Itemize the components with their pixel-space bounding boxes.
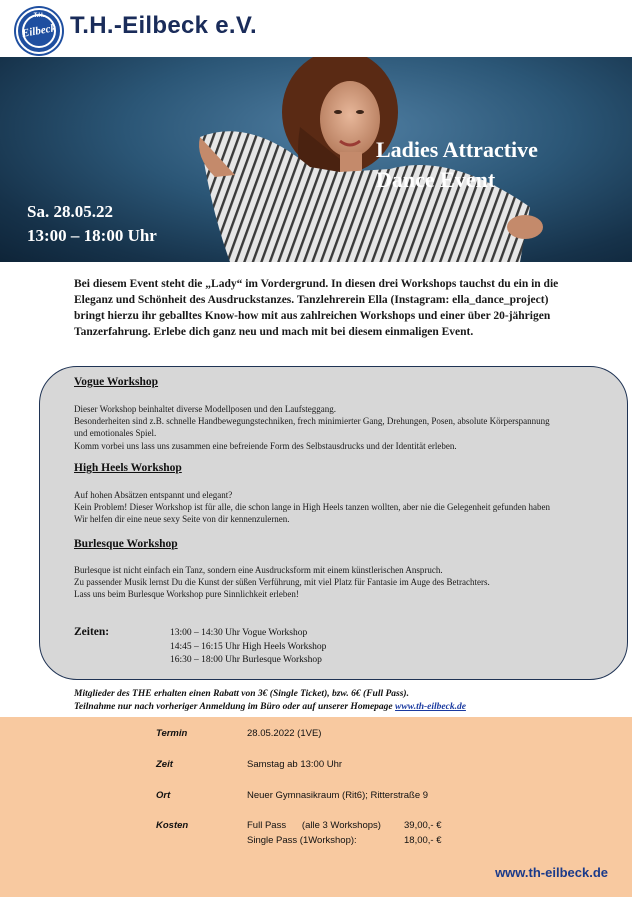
single-pass-price: 18,00,- € [404, 835, 442, 846]
club-name: T.H.-Eilbeck e.V. [70, 12, 257, 39]
zeit-value: Samstag ab 13:00 Uhr [247, 759, 343, 770]
workshop-title-vogue: Vogue Workshop [74, 376, 159, 388]
event-date: Sa. 28.05.22 [27, 202, 113, 221]
zeiten-item: 13:00 – 14:30 Uhr Vogue Workshop [170, 628, 308, 638]
event-title-line2: Dance Event [376, 167, 496, 192]
workshop-line: Komm vorbei uns lass uns zusammen eine befreiende Form des Selbstausdrucks und der Identität erleben. [74, 440, 457, 451]
event-title-line1: Ladies Attractive [376, 137, 538, 162]
event-time: 13:00 – 18:00 Uhr [27, 226, 157, 245]
logo-top-text: T.H. [33, 13, 45, 19]
workshop-line: Auf hohen Absätzen entspannt und elegant? [74, 490, 233, 500]
kosten-label: Kosten [156, 820, 189, 831]
termin-value: 28.05.2022 (1VE) [247, 728, 322, 739]
ort-value: Neuer Gymnasikraum (Rit6); Ritterstraße 9 [247, 790, 429, 801]
workshop-line: Burlesque ist nicht einfach ein Tanz, sondern eine Ausdrucksform mit einem künstlerischen Anspruch. [74, 565, 443, 575]
registration-note [74, 701, 594, 714]
workshop-line: Kein Problem! Dieser Workshop ist für alle, die schon lange in High Heels tanzen wollten, aber nie die Gelegenheit gefunden haben Wir helfen dir eine neue sexy Seite von dir kennenzulernen. [74, 502, 550, 525]
zeiten-list [170, 627, 326, 668]
single-pass-label: Single Pass (1Workshop): [247, 835, 357, 846]
workshop-body-vogue [74, 403, 554, 452]
zeiten-item: 14:45 – 16:15 Uhr High Heels Workshop [170, 641, 327, 652]
registration-text: Teilnahme nur nach vorheriger Anmeldung im Büro oder auf unserer Homepage [74, 702, 396, 712]
club-logo [16, 8, 62, 54]
workshop-title-high-heels: High Heels Workshop [74, 462, 182, 474]
event-date-block [27, 200, 157, 248]
event-title [376, 135, 538, 195]
homepage-link[interactable]: www.th-eilbeck.de [395, 702, 466, 712]
zeit-label: Zeit [156, 759, 173, 770]
workshop-line: Besonderheiten sind z.B. schnelle Handbewegungstechniken, frech minimierter Gang, Drehungen, Posen, absolute Körperspannung und emotionales Spiel. [74, 416, 550, 439]
zeiten-label: Zeiten: [74, 626, 110, 638]
website-url[interactable]: www.th-eilbeck.de [495, 865, 608, 880]
workshop-line: Dieser Workshop beinhaltet diverse Modellposen und den Laufsteggang. [74, 404, 337, 414]
workshop-title-burlesque: Burlesque Workshop [74, 538, 178, 550]
discount-note: Mitglieder des THE erhalten einen Rabatt von 3€ (Single Ticket), bzw. 6€ (Full Pass). [74, 689, 409, 699]
full-pass-price: 39,00,- € [404, 820, 442, 831]
workshop-line: Zu passender Musik lernst Du die Kunst der süßen Verführung, mit viel Platz für Fantasie im Auge des Betrachters. [74, 577, 490, 588]
logo-name-text: Eilbeck [21, 22, 57, 40]
full-pass-label: Full Pass (alle 3 Workshops) [247, 820, 381, 831]
header [0, 0, 632, 57]
intro-paragraph: Bei diesem Event steht die „Lady“ im Vordergrund. In diesen drei Workshops tauchst du ein in die Eleganz und Schönheit des Ausdruckstanzes. Tanzlehrerein Ella (Instagram: ella_dance_project) bringt hierzu ihr geballtes Know-how mit aus zahlreichen Workshops und einer über 20-jährigen Tanzerfahrung. Erlebe dich ganz neu und mach mit bei diesem einmaligen Event. [74, 278, 559, 338]
workshop-body-high-heels [74, 489, 554, 526]
zeiten-item: 16:30 – 18:00 Uhr Burlesque Workshop [170, 655, 322, 665]
ort-label: Ort [156, 790, 171, 801]
workshop-body-burlesque [74, 564, 554, 601]
member-notes [74, 688, 594, 714]
workshop-line: Lass uns beim Burlesque Workshop pure Sinnlichkeit erleben! [74, 589, 299, 600]
termin-label: Termin [156, 728, 188, 739]
